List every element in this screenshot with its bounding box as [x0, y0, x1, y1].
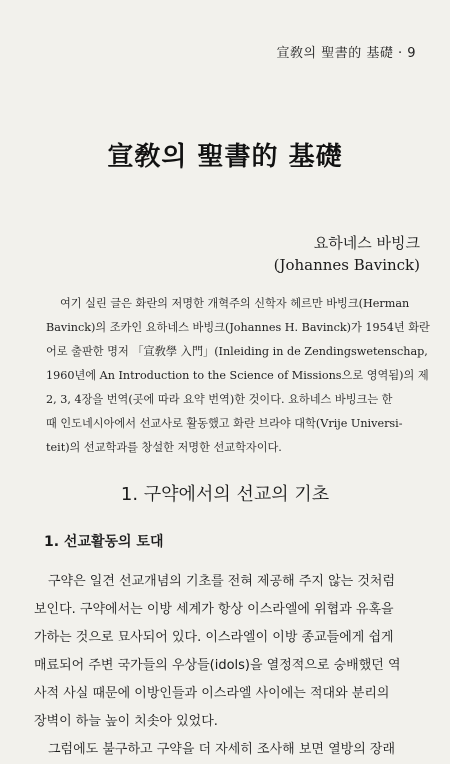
body-line: 보인다. 구약에서는 이방 세계가 항상 이스라엘에 위협과 유혹을	[34, 602, 394, 617]
body-line: 매료되어 주변 국가들의 우상들(idols)을 열정적으로 숭배했던 역	[34, 658, 401, 673]
author-english: (Johannes Bavinck)	[273, 256, 420, 274]
body-paragraphs	[34, 568, 420, 764]
body-line: 장벽이 하늘 높이 치솟아 있었다.	[34, 714, 218, 729]
author-korean: 요하네스 바빙크	[313, 234, 420, 252]
intro-line: 1960년에 An Introduction to the Science of Missions으로 영역됨)의 제	[46, 369, 429, 382]
intro-line: teit)의 선교학과를 창설한 저명한 선교학자이다.	[46, 441, 282, 454]
subsection-heading: 1. 선교활동의 토대	[44, 534, 164, 550]
chapter-title: 宣敎의 聖書的 基礎	[107, 142, 343, 172]
body-line: 구약은 일견 선교개념의 기초를 전혀 제공해 주지 않는 것처럼	[48, 574, 396, 589]
intro-line: 때 인도네시아에서 선교사로 활동했고 화란 브라야 대학(Vrije Universi-	[46, 417, 403, 430]
running-head: 宣敎의 聖書的 基礎 · 9	[276, 46, 416, 61]
body-line: 가하는 것으로 묘사되어 있다. 이스라엘이 이방 종교들에게 쉽게	[34, 630, 394, 645]
intro-line: 어로 출판한 명저 「宣敎學 入門」(Inleiding in de Zendingswetenschap,	[46, 345, 428, 358]
body-line: 사적 사실 때문에 이방인들과 이스라엘 사이에는 적대와 분리의	[34, 686, 390, 701]
body-line: 그럼에도 불구하고 구약을 더 자세히 조사해 보면 열방의 장래	[48, 742, 396, 757]
intro-line: Bavinck)의 조카인 요하네스 바빙크(Johannes H. Bavinck)가 1954년 화란	[46, 321, 430, 334]
section-heading: 1. 구약에서의 선교의 기초	[120, 484, 330, 505]
intro-line: 여기 실린 글은 화란의 저명한 개혁주의 신학자 헤르만 바빙크(Herman	[60, 297, 410, 310]
intro-line: 2, 3, 4장을 번역(곳에 따라 요약 번역)한 것이다. 요하네스 바빙크는 한	[46, 393, 393, 406]
intro-note	[46, 292, 430, 460]
